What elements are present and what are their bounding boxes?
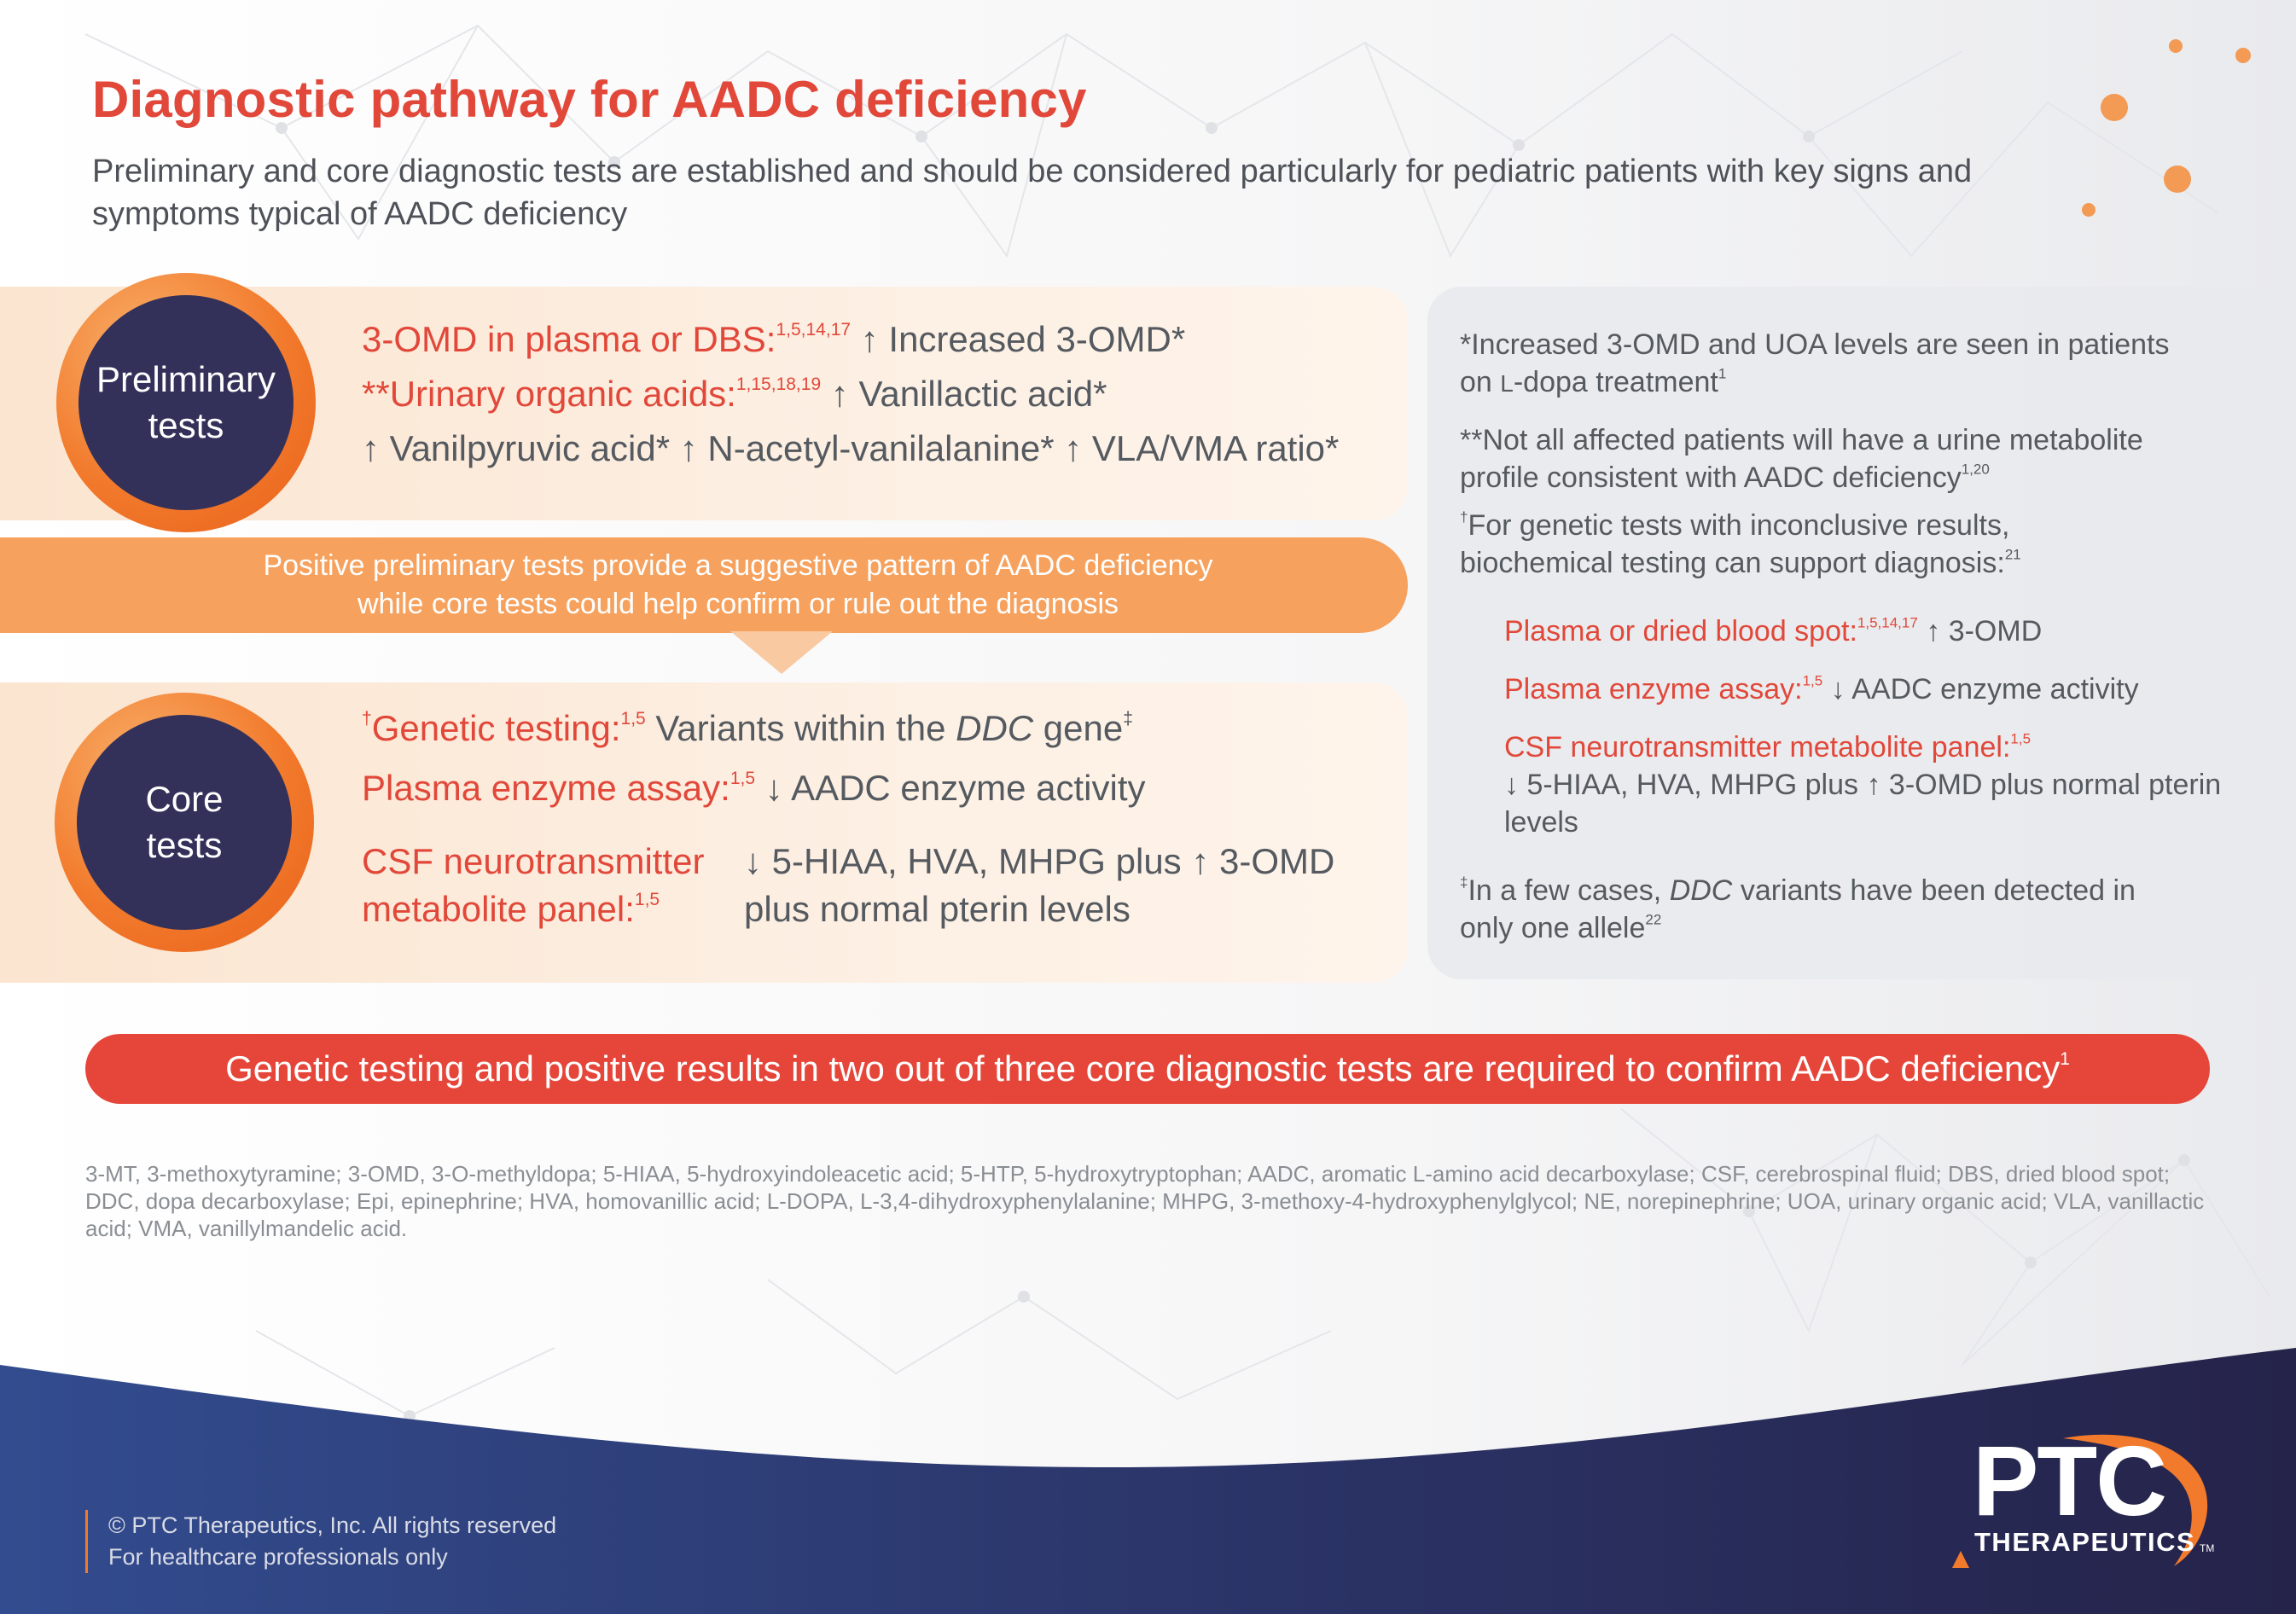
- preliminary-label-line2: tests: [148, 405, 224, 445]
- footnotes-panel: [1427, 287, 2296, 979]
- core-tests-badge: [55, 693, 314, 952]
- csf-label-line1: CSF neurotransmitter: [362, 841, 705, 881]
- support-csf-result: ↓ 5-HIAA, HVA, MHPG plus ↑ 3-OMD plus normal pterin levels: [1504, 769, 2222, 839]
- page-subtitle: Preliminary and core diagnostic tests are established and should be considered particularly for pediatric patients with key signs and symptoms typical of AADC deficiency: [92, 154, 1973, 232]
- note-genetic-inconclusive: [1460, 507, 2108, 582]
- genetic-result-post: gene: [1033, 708, 1124, 748]
- note-support-dbs: [1504, 613, 2255, 650]
- note-dagger: †: [1460, 508, 1468, 525]
- enzyme-test-label: Plasma enzyme assay:: [362, 768, 730, 808]
- abbreviations-text: 3-MT, 3-methoxytyramine; 3-OMD, 3-O-methyldopa; 5-HIAA, 5-hydroxyindoleacetic acid; 5-HTP, 5-hydroxytryptophan; AADC, aromatic L-amino acid decarboxylase; CSF, cerebrospinal fluid; DBS, dried blood spot; DDC, dopa decarboxylase; Epi, epinephrine; HVA, homovanillic acid; L-DOPA, L-3,4-dihydroxyphenylalanine; MHPG, 3-methoxy-4-hydroxyphenylglycol; NE, norepinephrine; UOA, urinary organic acid; VLA, vanillactic acid; VMA, vanillylmandelic acid.: [85, 1161, 2205, 1241]
- note-ldopa-end: -dopa treatment: [1513, 366, 1718, 398]
- csf-test-result: [744, 838, 1334, 933]
- csf-label-line2: metabolite panel:: [362, 889, 635, 929]
- support-enzyme-result: ↓ AADC enzyme activity: [1822, 673, 2139, 705]
- logo-therapeutics-text: THERAPEUTICS: [1974, 1527, 2196, 1557]
- logo-tm: TM: [2200, 1542, 2215, 1554]
- note-support-enzyme: [1504, 671, 2255, 708]
- uoa-test-result: ↑ Vanillactic acid*: [830, 374, 1107, 414]
- support-csf-label: CSF neurotransmitter metabolite panel:: [1504, 731, 2011, 763]
- support-dbs-refs: 1,5,14,17: [1857, 614, 1918, 631]
- note-one-allele: [1460, 872, 2194, 947]
- core-label-line1: Core: [145, 779, 224, 819]
- copyright-text: © PTC Therapeutics, Inc. All rights reserved: [108, 1512, 557, 1538]
- confirmation-ref: 1: [2060, 1049, 2070, 1070]
- banner-line1: Positive preliminary tests provide a suggestive pattern of AADC deficiency: [263, 549, 1213, 582]
- genetic-result-pre: Variants within the: [645, 708, 956, 748]
- note-ldopa-text: *Increased 3-OMD and UOA levels are seen in patients on: [1460, 328, 2170, 398]
- note-ldopa: [1460, 326, 2194, 403]
- support-dbs-label: Plasma or dried blood spot:: [1504, 615, 1857, 647]
- enzyme-test-result: ↓ AADC enzyme activity: [755, 768, 1146, 808]
- genetic-ddagger: ‡: [1123, 709, 1133, 729]
- omd-test-refs: 1,5,14,17: [776, 320, 852, 340]
- enzyme-test-refs: 1,5: [729, 769, 756, 789]
- note-urine-text: **Not all affected patients will have a urine metabolite profile consistent with AADC deficiency: [1460, 424, 2143, 494]
- core-tests-list: [362, 705, 1334, 933]
- note-support-csf: [1504, 729, 2238, 841]
- omd-test-result: ↑ Increased 3-OMD*: [860, 319, 1186, 359]
- preliminary-tests-badge: [56, 273, 316, 532]
- note-allele-ref: 22: [1645, 911, 1662, 928]
- support-dbs-result: ↑ 3-OMD: [1917, 615, 2043, 647]
- uoa-test-markers: ↑ Vanilpyruvic acid* ↑ N-acetyl-vanilalanine* ↑ VLA/VMA ratio*: [362, 428, 1340, 468]
- uoa-test-refs: 1,15,18,19: [735, 374, 822, 395]
- note-genetic-ref: 21: [2004, 546, 2021, 563]
- confirmation-text: Genetic testing and positive results in two out of three core diagnostic tests are required to confirm AADC deficiency: [225, 1048, 2061, 1089]
- note-allele-gene: DDC: [1669, 874, 1733, 907]
- csf-result-line1: ↓ 5-HIAA, HVA, MHPG plus ↑ 3-OMD: [744, 841, 1335, 881]
- preliminary-tests-list: [362, 316, 1339, 473]
- page-title: Diagnostic pathway for AADC deficiency: [92, 71, 1087, 128]
- genetic-result-gene: DDC: [956, 708, 1034, 748]
- genetic-test-line: [362, 705, 1334, 752]
- support-enzyme-refs: 1,5: [1802, 672, 1823, 689]
- omd-test-line: [362, 316, 1339, 363]
- omd-test-label: 3-OMD in plasma or DBS:: [362, 319, 776, 359]
- uoa-test-line: [362, 370, 1339, 418]
- banner-line2: while core tests could help confirm or rule out the diagnosis: [357, 588, 1119, 620]
- csf-result-line2: plus normal pterin levels: [744, 889, 1131, 929]
- core-label-line2: tests: [146, 825, 223, 865]
- support-csf-refs: 1,5: [2010, 730, 2032, 747]
- note-allele-pre: In a few cases,: [1468, 874, 1670, 907]
- note-ldopa-l: L: [1500, 370, 1514, 397]
- note-ddagger: ‡: [1460, 874, 1468, 891]
- note-ldopa-ref: 1: [1718, 365, 1727, 382]
- preliminary-label-line1: Preliminary: [96, 359, 276, 399]
- enzyme-test-line: [362, 764, 1334, 812]
- confirmation-banner: [85, 1034, 2210, 1104]
- genetic-dagger: †: [362, 709, 372, 729]
- csf-test-label: [362, 838, 744, 933]
- logo-ptc-text: PTC: [1973, 1425, 2165, 1536]
- footer-copyright: [85, 1510, 556, 1573]
- genetic-test-refs: 1,5: [620, 709, 646, 729]
- note-allele-post: variants have been detected in only one allele: [1460, 874, 2136, 944]
- csf-test-refs: 1,5: [634, 890, 660, 910]
- uoa-test-label: **Urinary organic acids:: [362, 374, 736, 414]
- banner-pointer-arrow: [730, 631, 833, 674]
- note-genetic-text: For genetic tests with inconclusive results, biochemical testing can support diagnosis:: [1460, 509, 2010, 579]
- hcp-text: For healthcare professionals only: [108, 1544, 448, 1570]
- note-urine: [1460, 421, 2228, 496]
- csf-test-block: [362, 838, 1334, 933]
- support-enzyme-label: Plasma enzyme assay:: [1504, 673, 1803, 705]
- preliminary-to-core-banner: [0, 537, 1408, 633]
- note-urine-ref: 1,20: [1961, 461, 1990, 478]
- genetic-test-label: Genetic testing:: [371, 708, 621, 748]
- ptc-logo: [1935, 1423, 2225, 1568]
- csf-label-line2-wrap: [362, 885, 744, 933]
